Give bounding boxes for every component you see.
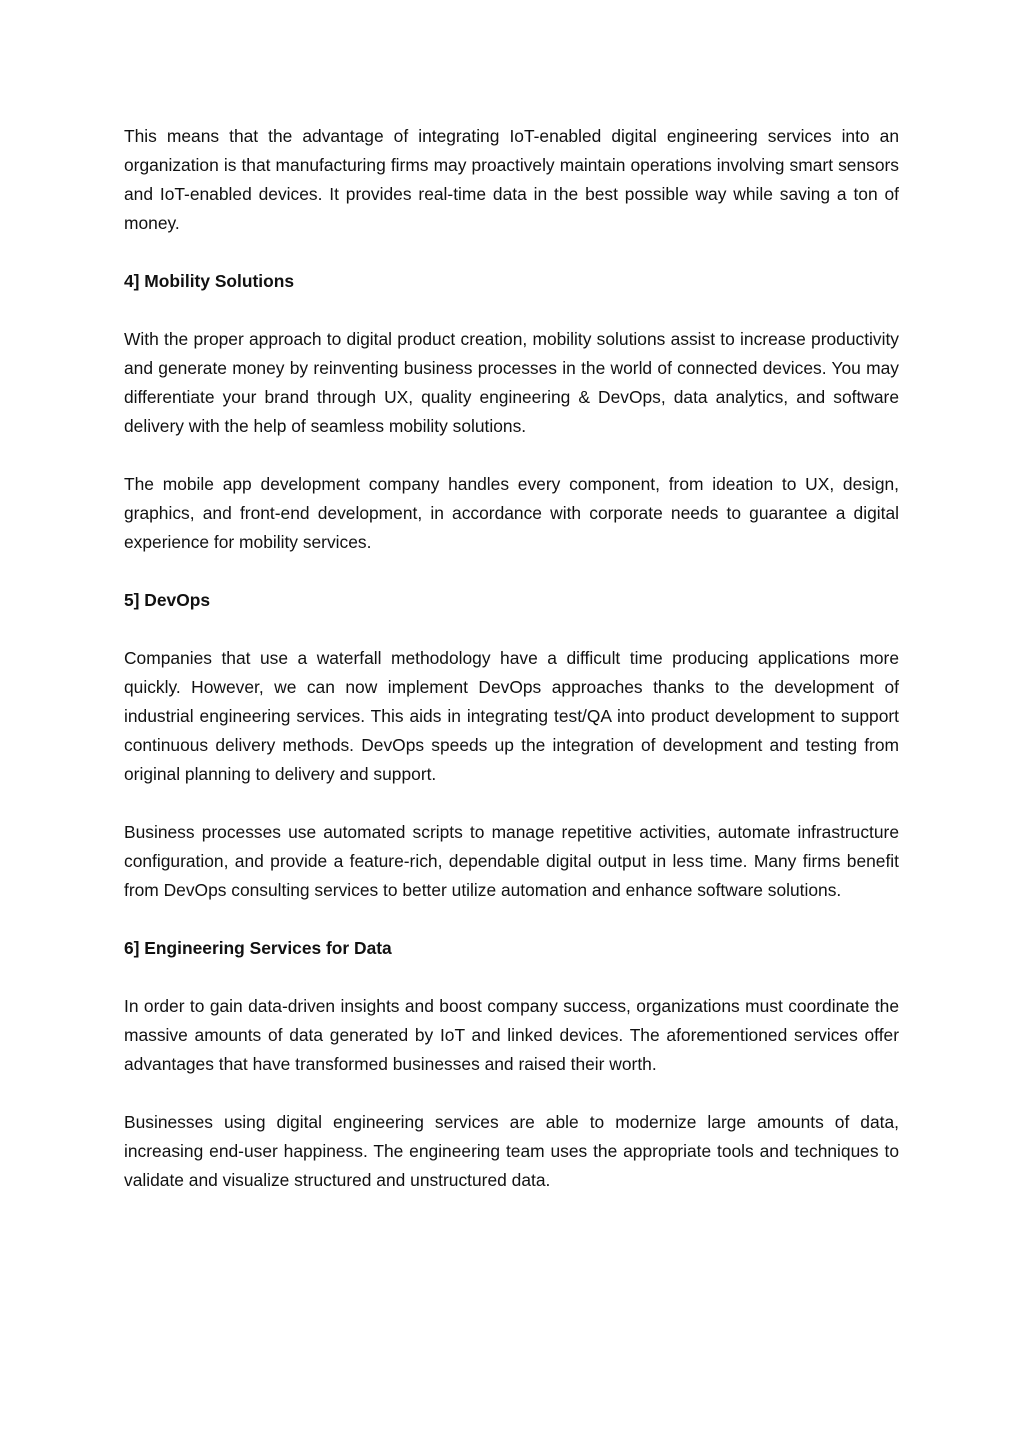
paragraph-devops-waterfall: Companies that use a waterfall methodology have a difficult time producing applications more quickly. However, we can now implement DevOps approaches thanks to the development of industrial engineering services. This aids in integrating test/QA into product development to support continuous delivery methods. DevOps speeds up the integration of development and testing from original planning to delivery and support. — [124, 648, 899, 784]
paragraph-data-insights: In order to gain data-driven insights and boost company success, organizations must coordinate the massive amounts of data generated by IoT and linked devices. The aforementioned services offer advantages that have transformed businesses and raised their worth. — [124, 996, 899, 1074]
paragraph-mobile-app-company: The mobile app development company handles every component, from ideation to UX, design, graphics, and front-end development, in accordance with corporate needs to guarantee a digital experience for mobility services. — [124, 474, 899, 552]
paragraph-mobility-approach: With the proper approach to digital product creation, mobility solutions assist to increase productivity and generate money by reinventing business processes in the world of connected devices. You may differentiate your brand through UX, quality engineering & DevOps, data analytics, and software delivery with the help of seamless mobility solutions. — [124, 329, 899, 436]
heading-engineering-services-data: 6] Engineering Services for Data — [124, 938, 392, 958]
document-page — [124, 122, 899, 1224]
paragraph-devops-automation: Business processes use automated scripts to manage repetitive activities, automate infrastructure configuration, and provide a feature-rich, dependable digital output in less time. Many firms benefit from DevOps consulting services to better utilize automation and enhance software solutions. — [124, 822, 899, 900]
heading-devops: 5] DevOps — [124, 590, 211, 610]
paragraph-data-modernize: Businesses using digital engineering services are able to modernize large amounts of data, increasing end-user happiness. The engineering team uses the appropriate tools and techniques to validate and visualize structured and unstructured data. — [124, 1112, 899, 1190]
paragraph-iot-advantage: This means that the advantage of integrating IoT-enabled digital engineering services into an organization is that manufacturing firms may proactively maintain operations involving smart sensors and IoT-enabled devices. It provides real-time data in the best possible way while saving a ton of money. — [124, 126, 899, 233]
heading-mobility-solutions: 4] Mobility Solutions — [124, 271, 295, 291]
